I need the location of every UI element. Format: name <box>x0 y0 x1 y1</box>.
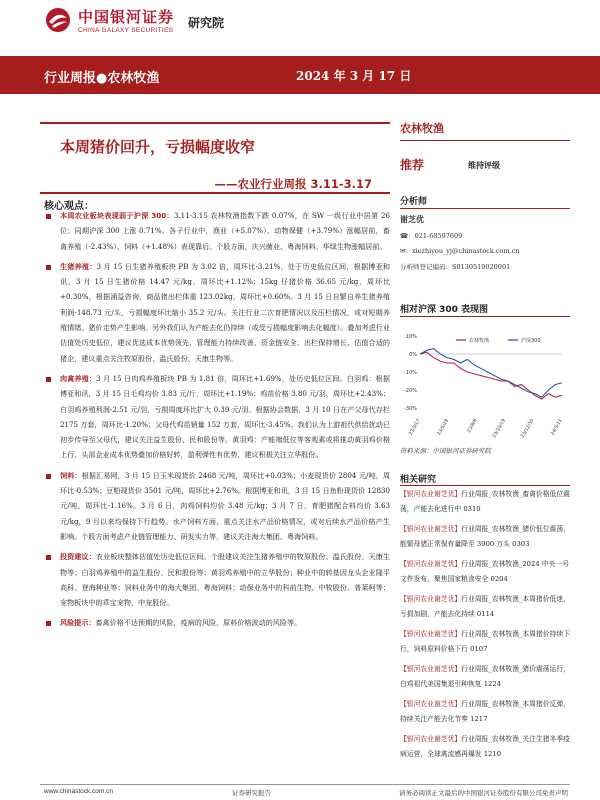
bullet-feed <box>44 468 390 544</box>
bullet-investment <box>44 549 390 610</box>
report-date: 2024 年 3 月 17 日 <box>296 69 412 83</box>
research-item[interactable] <box>400 697 570 727</box>
footer-disclaimer: 请务必阅读正文最后的中国银河证券股份有限公司免责声明 <box>399 789 568 797</box>
x-tick-label: 24/3/11 <box>550 418 564 437</box>
sidebar-rule <box>400 140 570 141</box>
title-bottom-rule <box>40 192 390 194</box>
core-views-label: 核心观点： <box>44 201 94 212</box>
bullet-poultry <box>44 371 390 463</box>
y-tick-label: -10% <box>404 370 417 376</box>
report-title: 本周猪价回升，亏损幅度收窄 <box>60 138 256 156</box>
bullet-market <box>44 208 390 254</box>
research-text: 行业周报_农林牧渔_2024 中央一号文件发布，聚焦国家粮食安全 0204 <box>400 560 569 583</box>
legend-label: 沪深300 <box>521 338 541 344</box>
research-tag: 【银河农业谢芝优】 <box>400 490 462 498</box>
x-tick-label: 23/3/17 <box>408 418 422 437</box>
y-tick-label: 0% <box>409 352 417 358</box>
report-subtitle: ——农业行业周报 3.11-3.17 <box>214 177 372 191</box>
chart-source: 资料来源：中国银河证券研究院 <box>400 447 491 455</box>
bullet-lead: 投资建议： <box>60 552 96 562</box>
research-item[interactable] <box>400 487 570 517</box>
research-item[interactable] <box>400 522 570 552</box>
company-logo <box>44 6 224 34</box>
series-line-csi300 <box>420 349 562 398</box>
report-type: 行业周报●农林牧渔 <box>44 71 160 86</box>
research-tag: 【银河农业谢芝优】 <box>400 665 462 673</box>
sidebar <box>400 120 570 330</box>
y-tick-label: -20% <box>404 388 417 394</box>
analyst-email: ✉：xiezhiyou_yj@chinastock.com.cn <box>400 247 520 255</box>
series-line-agriculture <box>420 352 562 399</box>
related-research-list <box>400 487 570 767</box>
relative-performance-chart <box>398 328 570 439</box>
bullet-lead: 生猪养殖： <box>60 261 97 271</box>
bullet-text: 3.11-3.15 农林牧渔指数下跌 0.07%，在 SW 一级行业中居第 26 位；同期沪深 300 上涨 0.71%。各子行业中，渔业（+5.07%）、动物保健（+3.79%）涨幅居前，畜禽养殖（-2.43%）、饲料（+1.48%）表现靠后。个股方面，庆兴菌业、粤海饲料、华绿生物涨幅居前。 <box>60 211 390 251</box>
bullet-lead: 本周农业板块表现弱于沪深 300： <box>60 211 174 220</box>
x-tick-label: 23/12/30 <box>520 418 536 439</box>
x-tick-label: 23/8/8 <box>466 418 479 434</box>
research-item[interactable] <box>400 662 570 692</box>
sidebar-industry: 农林牧渔 <box>400 122 444 135</box>
analyst-name: 谢芝优 <box>400 214 424 224</box>
legend-label: 农林牧渔 <box>469 338 490 344</box>
sidebar-rule <box>400 316 570 317</box>
bullet-lead: 饲料： <box>60 470 82 480</box>
research-text: 行业周报_农林牧渔_本周猪价低迷，亏损加剧，产能去化持续 0114 <box>400 595 570 618</box>
galaxy-logo-icon <box>44 6 72 34</box>
footer-website[interactable]: www.chinastock.com.cn <box>44 788 113 795</box>
research-text: 行业周报_农林牧渔_猪价低位震荡，能繁母猪正常保有量降至 3900 万头 0303 <box>400 525 570 548</box>
y-tick-label: 10% <box>405 334 417 340</box>
research-tag: 【银河农业谢芝优】 <box>400 700 462 708</box>
bullet-text: 根据汇易网，3 月 15 日玉米现货价 2468 元/吨，周环比+0.03%；小麦现货价 2804 元/吨，周环比-0.53%；豆粕现货价 3501 元/吨，周环比+2.76%。根据博亚和讯，3 月 15 日鱼粉现货价 12830 元/吨，周环比-1.16%。3 月 6 日，肉鸡饲料均价 3.48 元/kg；3 月 7 日，育肥猪配合料均价 3.63 元/kg，9 月以来均保持下行趋势。水产饲料方面，重点关注水产品价格情况，或对后续水产品价格产生影响。个股方面考虑产业链管理能力、研发实力等，建议关注海大集团、粤海饲料。 <box>60 470 391 541</box>
bullet-text: 3 月 15 日肉鸡养殖板块 PB 为 1.81 倍，周环比+1.69%，处历史低位区间。白羽鸡：根据博亚和讯，3 月 15 日毛鸡均价 3.83 元/斤，周环比+1.19%；鸡苗价格 3.80 元/羽，周环比+2.43%；白羽鸡养殖利润-2.51 元/羽，亏损周度环比扩大 0.39 元/羽。根据协会数据，3 月 10 日在产父母代存栏 2175 万套，周环比-1.20%；父母代鸡苗销量 152 万套，周环比-3.45%。我们认为上游祖代供给扰动已初步传导至父母代，建议关注益生股份、民和股份等。黄羽鸡：产能端低位等客观素或将推动黄羽鸡价格上行，头部企业成本优势叠加价格好转，盈利弹性有优势，建议积极关注立华股份。 <box>60 373 390 460</box>
logo-name-cn: 中国银河证券 <box>78 8 175 26</box>
research-text: 行业周报_农林牧渔_本周猪价持续下行，饲料原料价格下行 0107 <box>400 630 570 653</box>
research-tag: 【银河农业谢芝优】 <box>400 525 462 533</box>
bullet-lead: 风险提示： <box>60 618 96 628</box>
research-text: 行业周报_农林牧渔_猪价震荡运行，白鸡祖代美国集退引种恢复 1224 <box>400 665 570 688</box>
sidebar-rule <box>400 208 570 209</box>
footer-rule <box>40 784 570 785</box>
y-tick-label: -30% <box>404 406 417 412</box>
research-tag: 【银河农业谢芝优】 <box>400 735 462 743</box>
research-tag: 【银河农业谢芝优】 <box>400 630 462 638</box>
analyst-heading: 分析师 <box>400 197 428 207</box>
core-views-list <box>44 208 390 636</box>
analyst-cert: 分析师登记编码：S0130519020001 <box>400 263 511 271</box>
research-item[interactable] <box>400 627 570 657</box>
research-item[interactable] <box>400 592 570 622</box>
research-text: 行业周报_农林牧渔_本周猪价反弹，持续关注产能去化节奏 1217 <box>400 700 570 723</box>
research-text: 行业周报_农林牧渔_关注生猪冬季疫病运营，全球禽流感再爆发 1210 <box>400 735 570 758</box>
research-item[interactable] <box>400 557 570 587</box>
bullet-text: 3 月 15 日生猪养殖板块 PB 为 3.02 倍，周环比-3.21%，处于历史低位区间，根据博亚和讯，3 月 15 日生猪价格 14.47 元/kg，周环比+1.12%；15kg 仔猪价格 36.65 元/kg，周环比+0.30%，根据涌益咨询，商品猪出栏体重 123.02kg，周环比+0.60%。3 月 15 日自繁自养生猪养殖利润-148.73 元/头，亏损幅度环比缩小 35.2 元/头。关注行业二次育肥情况以及压栏情况，或对短期养殖情绪、猪价走势产生影响。另外我们认为产能去化仍持续（或受亏损幅度影响去化幅度）。叠加考虑行业估值处历史低位，建议优选成本优势领先、管理能力持续改善、资金链安全、出栏保持增长、估值合适的猪企，建议重点关注牧原股份、温氏股份、天康生物等。 <box>60 261 390 363</box>
sidebar-rule <box>400 485 570 486</box>
bullet-risk <box>44 615 390 630</box>
x-tick-label: 23/10/19 <box>492 418 507 439</box>
research-item[interactable] <box>400 732 570 762</box>
recommendation: 推荐 <box>400 158 425 172</box>
rating: 维持评级 <box>468 160 500 170</box>
bullet-lead: 肉禽养殖： <box>60 373 97 383</box>
logo-name-en: CHINA GALAXY SECURITIES <box>78 27 174 34</box>
bullet-hog <box>44 259 390 366</box>
footer-doc-type: 证券研究报告 <box>232 789 271 797</box>
bullet-text: 畜禽价格不达预期的风险，疫病的风险，原料价格波动的风险等。 <box>95 618 302 628</box>
research-tag: 【银河农业谢芝优】 <box>400 560 462 568</box>
title-top-rule <box>40 122 390 124</box>
analyst-phone: ☎：021-68597609 <box>400 232 463 240</box>
department-name: 研究院 <box>188 15 225 30</box>
chart-heading: 相对沪深 300 表现图 <box>400 305 489 315</box>
x-tick-label: 23/5/28 <box>436 418 451 437</box>
research-tag: 【银河农业谢芝优】 <box>400 595 462 603</box>
research-text: 行业周报_农林牧渔_畜禽价格低位震荡，产能去化进行中 0310 <box>400 490 570 513</box>
report-banner <box>0 56 600 94</box>
research-heading: 相关研究 <box>400 475 437 485</box>
bullet-text: 农业板块整体估值处历史低位区间。个股建议关注生猪养殖中的牧原股份、温氏股份、天康生物等；白羽鸡养殖中的益生股份、民和股份等；黄羽鸡养殖中的立华股份；种业中的转基因龙头企业隆平高科、登海种业等；饲料业务中的海大集团、粤海饲料；动保业务中的科前生物、中牧股份、普莱柯等；宠物板块中的乖宝宠物、中宠股份。 <box>60 552 391 608</box>
